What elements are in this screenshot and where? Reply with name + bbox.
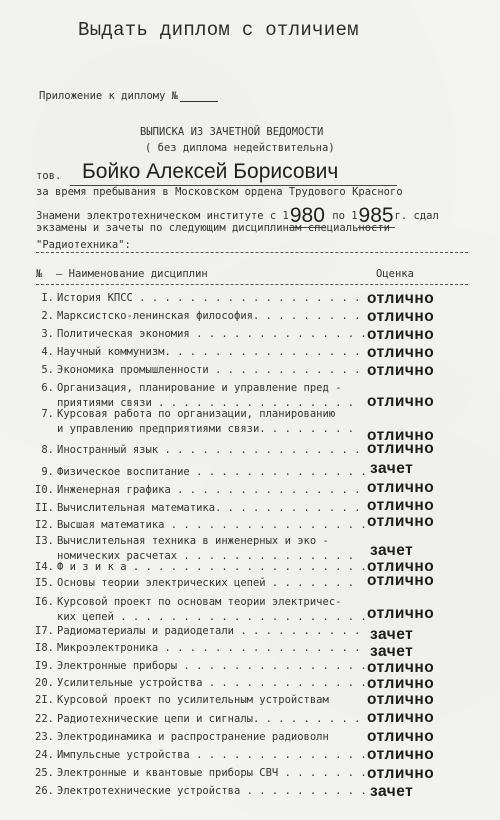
discipline-name: Основы теории электрических цепей . . . . . . . <box>57 577 355 589</box>
discipline-name: и управлению предприятиями связи. . . . . . . . <box>57 423 355 435</box>
body-line-3: экзамены и зачеты по следующим дисциплинам специальности <box>36 222 391 234</box>
discipline-number: 7. <box>41 408 54 420</box>
discipline-grade: зачет <box>370 783 414 800</box>
discipline-grade: зачет <box>370 643 414 660</box>
discipline-number: 25. <box>35 767 54 779</box>
discipline-name: Физическое воспитание . . . . . . . . . . . . . . <box>57 466 367 478</box>
body-line-2a: Знамени электротехническом институте с 1 <box>36 210 289 222</box>
appendix-label: Приложение к диплому № <box>39 90 179 102</box>
discipline-number: 3. <box>41 328 54 340</box>
discipline-name: номических расчетах . . . . . . . . . . . . . . <box>57 550 355 562</box>
specialty: "Радиотехника": <box>36 239 131 251</box>
discipline-number: 5. <box>41 364 54 376</box>
discipline-name: Научный коммунизм. . . . . . . . . . . . . . . . . <box>57 346 374 358</box>
discipline-grade: отлично <box>367 344 435 361</box>
discipline-number: 26. <box>35 785 54 797</box>
discipline-name: Микроэлектроника . . . . . . . . . . . . . . . . <box>57 642 361 654</box>
discipline-number: 2I. <box>35 694 54 706</box>
body-line-1: за время пребывания в Московском ордена Трудового Красного <box>36 186 403 198</box>
discipline-number: I3. <box>35 535 54 547</box>
table-header-rule <box>36 284 468 285</box>
column-header-grade: Оценка <box>376 268 414 280</box>
discipline-number: 9. <box>41 466 54 478</box>
discipline-grade: отлично <box>367 513 435 530</box>
discipline-grade: отлично <box>367 746 435 763</box>
discipline-grade: отлично <box>367 479 435 496</box>
discipline-number: 4. <box>41 346 54 358</box>
discipline-number: I8. <box>35 642 54 654</box>
discipline-grade: отлично <box>367 427 435 444</box>
discipline-grade: отлично <box>367 290 435 307</box>
discipline-grade: отлично <box>367 308 435 325</box>
discipline-name: Курсовая работа по организации, планированию <box>57 408 336 420</box>
table-top-rule <box>36 252 468 253</box>
discipline-number: 2. <box>41 310 54 322</box>
discipline-name: Курсовой проект по основам теории электричес- <box>57 596 342 608</box>
appendix-number-blank <box>180 91 218 102</box>
discipline-name: Электронные приборы . . . . . . . . . . . . . . . <box>57 660 367 672</box>
body-line-2c: г. сдал <box>394 210 439 222</box>
discipline-name: История КПСС . . . . . . . . . . . . . . . . . . <box>57 292 361 304</box>
discipline-name: приятиями связи . . . . . . . . . . . . . . . . <box>57 397 355 409</box>
discipline-grade: отлично <box>367 440 435 457</box>
discipline-grade: отлично <box>367 605 435 622</box>
year-to: 985 <box>358 204 394 227</box>
discipline-grade: отлично <box>367 393 435 410</box>
discipline-name: Радиоматериалы и радиодетали . . . . . . . . . . <box>57 625 361 637</box>
year-from: 980 <box>289 204 325 227</box>
discipline-name: Радиотехнические цепи и сигналы. . . . . . . . . . <box>57 713 374 725</box>
discipline-name: Организация, планирование и управление пред - <box>57 382 342 394</box>
discipline-grade: отлично <box>367 497 435 514</box>
discipline-number: I7. <box>35 625 54 637</box>
discipline-number: I. <box>41 292 54 304</box>
discipline-name: Иностранный язык . . . . . . . . . . . . . . . . <box>57 444 361 456</box>
discipline-number: 24. <box>35 749 54 761</box>
discipline-name: Усилительные устройства . . . . . . . . . . . . . <box>57 677 367 689</box>
discipline-number: 23. <box>35 731 54 743</box>
discipline-name: Электронные и квантовые приборы СВЧ . . . . . . . <box>57 767 367 779</box>
discipline-number: I9. <box>35 660 54 672</box>
discipline-number: I5. <box>35 577 54 589</box>
discipline-grade: отлично <box>367 691 435 708</box>
discipline-name: Марксистско-ленинская философия. . . . . . . . . . <box>57 310 374 322</box>
discipline-grade: отлично <box>367 675 435 692</box>
discipline-number: 8. <box>41 444 54 456</box>
discipline-name: Вычислительная математика. . . . . . . . . . . . <box>57 502 361 514</box>
discipline-grade: отлично <box>367 572 435 589</box>
heading-title: ВЫПИСКА ИЗ ЗАЧЕТНОЙ ВЕДОМОСТИ <box>140 126 324 138</box>
discipline-number: II. <box>35 502 54 514</box>
discipline-name: Курсовой проект по усилительным устройствам <box>57 694 329 706</box>
discipline-grade: отлично <box>367 728 435 745</box>
discipline-name: Экономика промышленности . . . . . . . . . . . . . <box>57 364 374 376</box>
discipline-grade: отлично <box>367 765 435 782</box>
discipline-number: 6. <box>41 382 54 394</box>
student-name: Бойко Алексей Борисович <box>70 160 397 186</box>
discipline-number: 22. <box>35 713 54 725</box>
discipline-name: Электротехнические устройства . . . . . . . . . . <box>57 785 367 797</box>
discipline-name: Импульсные устройства . . . . . . . . . . . . . . <box>57 749 367 761</box>
discipline-name: Высшая математика . . . . . . . . . . . . . . . . <box>57 519 367 531</box>
discipline-number: I4. <box>35 561 54 573</box>
discipline-name: Ф и з и к а . . . . . . . . . . . . . . . . . . . <box>57 561 367 573</box>
discipline-number: I2. <box>35 519 54 531</box>
discipline-name: Политическая экономия . . . . . . . . . . . . . . <box>57 328 367 340</box>
appendix-line <box>39 90 218 102</box>
discipline-grade: отлично <box>367 558 435 575</box>
discipline-number: 20. <box>35 677 54 689</box>
discipline-grade: зачет <box>370 626 414 643</box>
discipline-grade: зачет <box>370 460 414 477</box>
heading-subtitle: ( без диплома недействительна) <box>145 142 335 154</box>
discipline-name: ких цепей . . . . . . . . . . . . . . . . . . . . <box>57 611 367 623</box>
column-header-discipline: – Наименование дисциплин <box>56 268 208 280</box>
discipline-grade: отлично <box>367 659 435 676</box>
discipline-name: Инженерная графика . . . . . . . . . . . . . . . <box>57 484 361 496</box>
student-prefix: тов. <box>36 170 62 182</box>
discipline-number: I6. <box>35 596 54 608</box>
top-title: Выдать диплом с отличием <box>78 19 359 41</box>
column-header-number: № <box>36 268 43 280</box>
discipline-number: I0. <box>35 484 54 496</box>
discipline-grade: отлично <box>367 362 435 379</box>
discipline-grade: отлично <box>367 709 435 726</box>
body-line-2b: по 1 <box>325 210 358 222</box>
discipline-name: Электродинамика и распространение радиоволн <box>57 731 329 743</box>
discipline-name: Вычислительная техника в инженерных и эко - <box>57 535 329 547</box>
discipline-grade: отлично <box>367 326 435 343</box>
discipline-grade: зачет <box>370 542 414 559</box>
